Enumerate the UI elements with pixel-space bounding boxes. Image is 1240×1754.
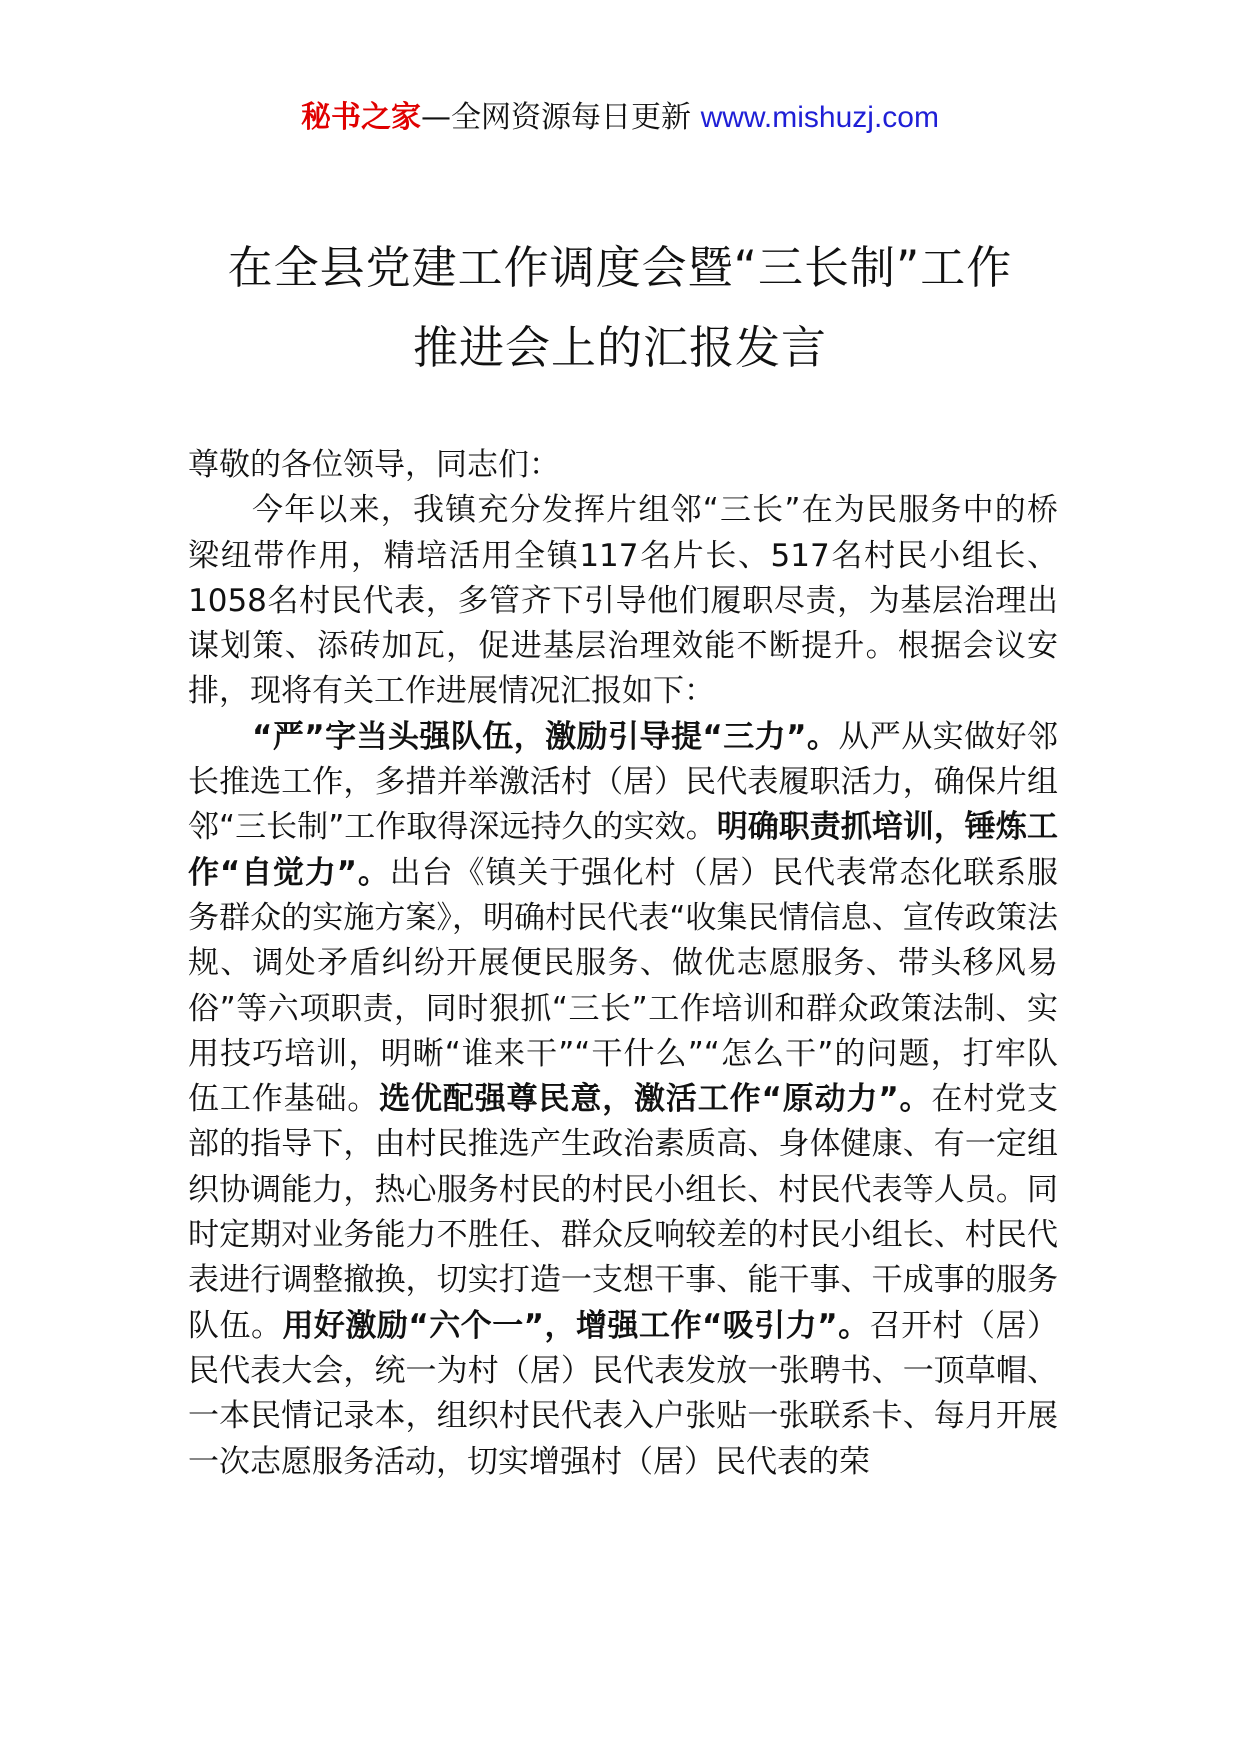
site-url-link[interactable]: www.mishuzj.com [700,101,939,134]
site-header [0,98,1240,138]
header-slogan: 全网资源每日更新 [451,100,701,135]
document-body [188,443,1058,1485]
title-line-1: 在全县党建工作调度会暨“三长制”工作 [227,241,1013,294]
section-text-1: 从严从实做好邻长推选工作，多措并举激活村（居）民代表履职活力，确保片组邻“三长制”工作取得深远持久的实效。 [188,718,1058,846]
header-separator: — [421,100,452,135]
subheading-1: 明确职责抓培训，锤炼工作“自觉力”。 [188,809,1058,891]
salutation: 尊敬的各位领导，同志们： [188,447,560,483]
site-brand: 秘书之家 [301,100,422,135]
section-paragraph [188,715,1058,1485]
subheading-3: 用好激励“六个一”，增强工作“吸引力”。 [282,1307,870,1344]
subheading-2: 选优配强尊民意，激活工作“原动力”。 [379,1081,932,1118]
section-text-3: 在村党支部的指导下，由村民推选产生政治素质高、身体健康、有一定组织协调能力，热心服务村民的村民小组长、村民代表等人员。同时定期对业务能力不胜任、群众反响较差的村民小组长、村民代表进行调整撤换，切实打造一支想干事、能干事、干成事的服务队伍。 [188,1081,1059,1344]
section-text-2: 出台《镇关于强化村（居）民代表常态化联系服务群众的实施方案》，明确村民代表“收集民情信息、宣传政策法规、调处矛盾纠纷开展便民服务、做优志愿服务、带头移风易俗”等六项职责，同时狠抓“三长”工作培训和群众政策法制、实用技巧培训，明晰“谁来干”“干什么”“怎么干”的问题，打牢队伍工作基础。 [188,854,1059,1118]
document-title [150,228,1090,388]
section-text-4: 召开村（居）民代表大会，统一为村（居）民代表发放一张聘书、一顶草帽、一本民情记录本，组织村民代表入户张贴一张联系卡、每月开展一次志愿服务活动，切实增强村（居）民代表的荣 [188,1307,1059,1480]
title-line-2: 推进会上的汇报发言 [412,321,827,374]
section-heading: “严”字当头强队伍，激励引导提“三力”。 [252,718,839,755]
intro-paragraph: 今年以来，我镇充分发挥片组邻“三长”在为民服务中的桥梁纽带作用，精培活用全镇117名片长、517名村民小组长、1058名村民代表，多管齐下引导他们履职尽责，为基层治理出谋划策、添砖加瓦，促进基层治理效能不断提升。根据会议安排，现将有关工作进展情况汇报如下： [188,492,1058,710]
